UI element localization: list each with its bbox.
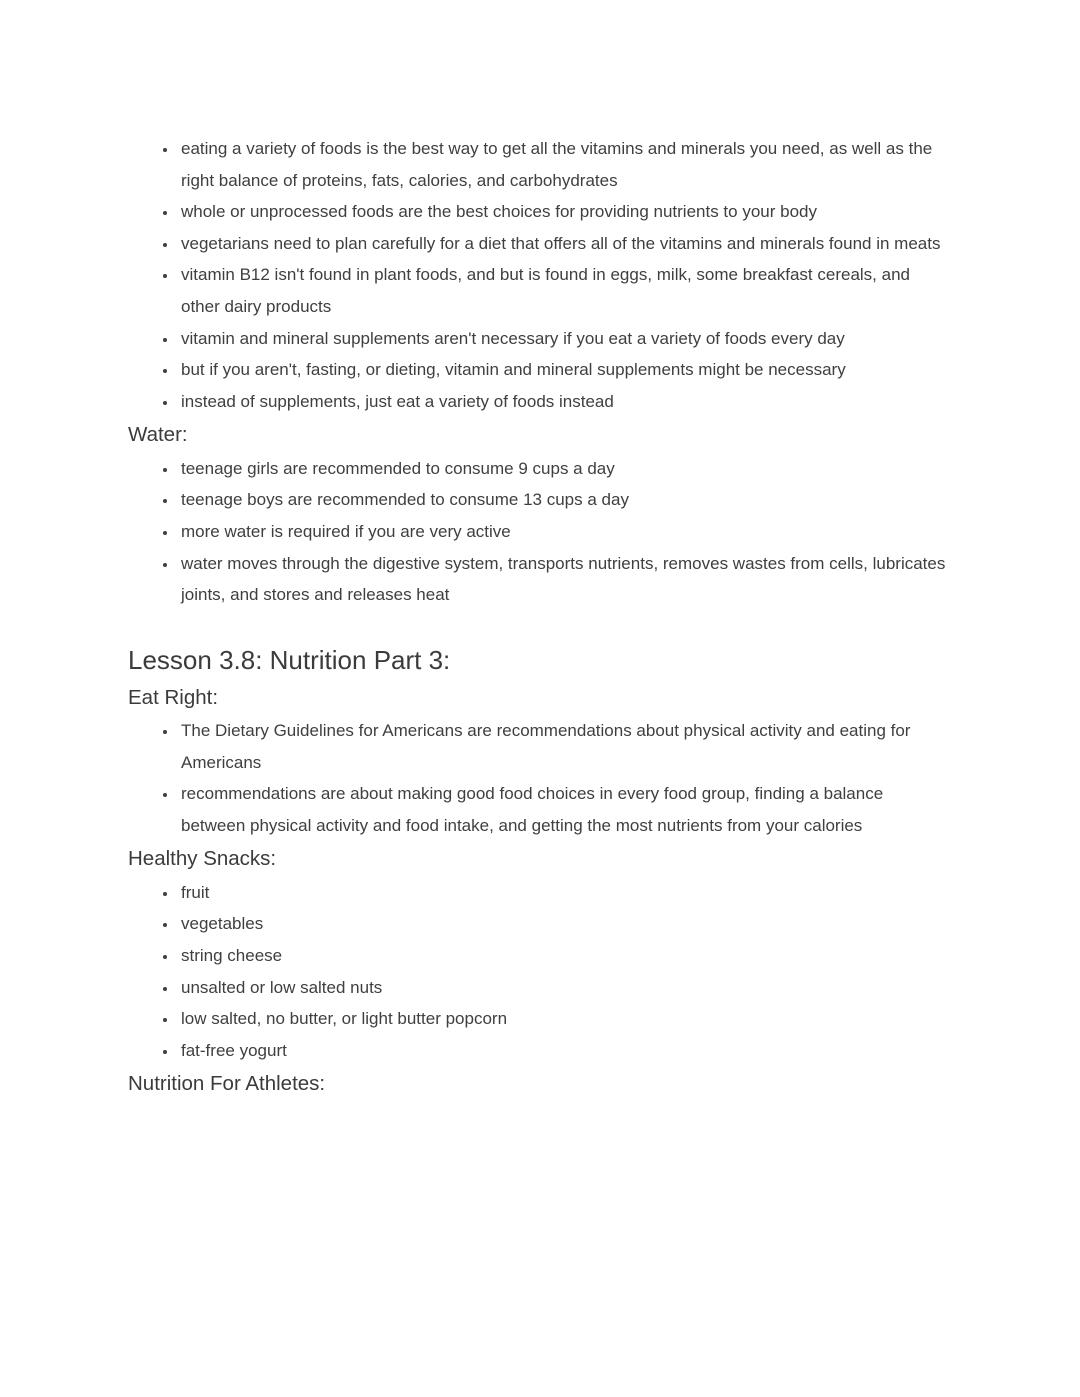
list-item: • vegetables: [178, 908, 946, 940]
list-item: • more water is required if you are very active: [178, 516, 946, 548]
sub-heading: Healthy Snacks:: [128, 847, 277, 871]
list-item: • whole or unprocessed foods are the best choices for providing nutrients to your body: [178, 196, 946, 228]
list-item: • The Dietary Guidelines for Americans are recommendations about physical activity and eating for Americans: [178, 715, 946, 778]
list-item: • string cheese: [178, 940, 946, 972]
document-content: [128, 133, 948, 1102]
bullet-list: [128, 715, 948, 841]
list-item: • water moves through the digestive system, transports nutrients, removes wastes from cells, lubricates joints, and stores and releases heat: [178, 548, 946, 611]
section-heading: Lesson 3.8: Nutrition Part 3:: [128, 644, 451, 675]
list-item: • teenage boys are recommended to consume 13 cups a day: [178, 484, 946, 516]
sub-heading: Nutrition For Athletes:: [128, 1072, 326, 1096]
bullet-list: [128, 877, 948, 1067]
bullet-list: [128, 453, 948, 611]
list-item: • instead of supplements, just eat a variety of foods instead: [178, 386, 946, 418]
list-item: • vitamin and mineral supplements aren't necessary if you eat a variety of foods every day: [178, 323, 946, 355]
list-item: • unsalted or low salted nuts: [178, 972, 946, 1004]
list-item: • vitamin B12 isn't found in plant foods, and but is found in eggs, milk, some breakfast cereals, and other dairy products: [178, 259, 946, 322]
list-item: • fruit: [178, 877, 946, 909]
sub-heading: Water:: [128, 423, 188, 447]
list-item: • teenage girls are recommended to consume 9 cups a day: [178, 453, 946, 485]
list-item: • but if you aren't, fasting, or dieting, vitamin and mineral supplements might be necessary: [178, 354, 946, 386]
list-item: • eating a variety of foods is the best way to get all the vitamins and minerals you need, as well as the right balance of proteins, fats, calories, and carbohydrates: [178, 133, 946, 196]
bullet-list: [128, 133, 948, 417]
list-item: • low salted, no butter, or light butter popcorn: [178, 1003, 946, 1035]
list-item: • recommendations are about making good food choices in every food group, finding a balance between physical activity and food intake, and getting the most nutrients from your calories: [178, 778, 946, 841]
list-item: • fat-free yogurt: [178, 1035, 946, 1067]
list-item: • vegetarians need to plan carefully for a diet that offers all of the vitamins and minerals found in meats: [178, 228, 946, 260]
sub-heading: Eat Right:: [128, 685, 219, 709]
